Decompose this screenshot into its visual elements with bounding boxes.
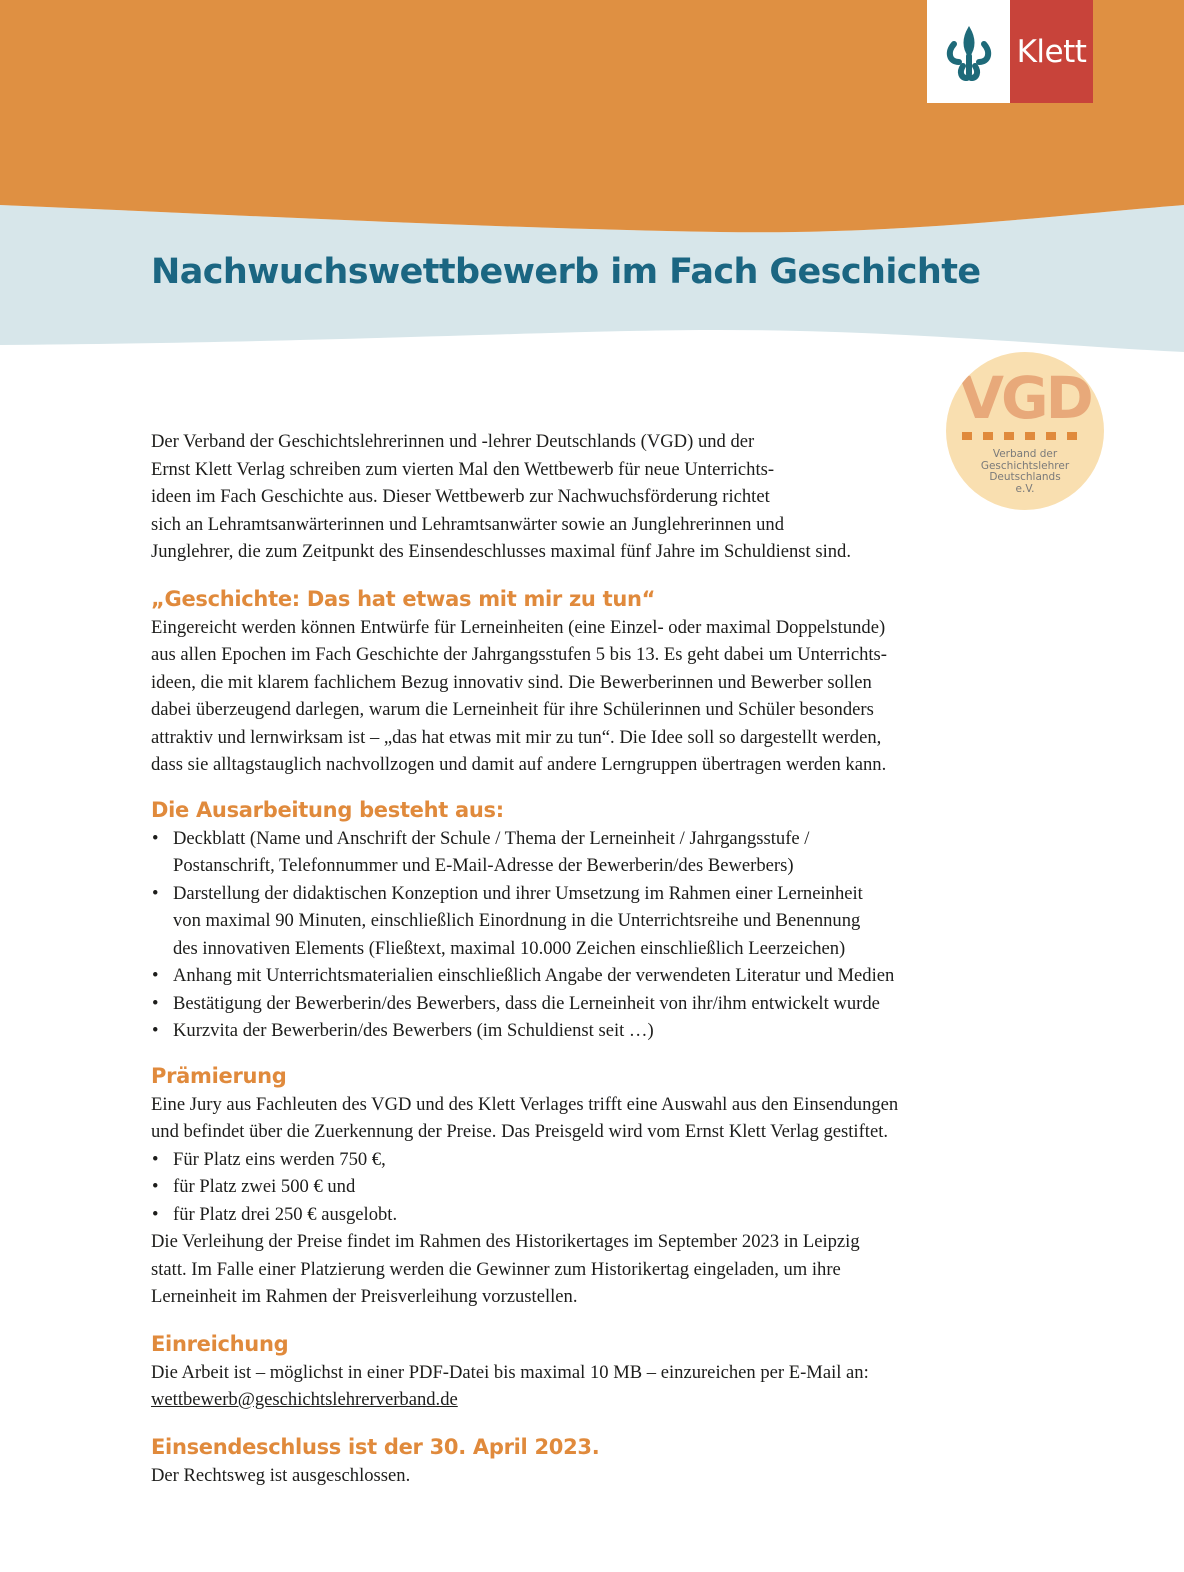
page-title: Nachwuchswettbewerb im Fach Geschichte (151, 252, 981, 292)
prize-list (151, 1146, 1051, 1229)
vgd-letters: VGD (959, 364, 1091, 432)
einreichung-section (151, 1329, 1051, 1414)
klett-logo (927, 0, 1093, 103)
praemierung-closing: Die Verleihung der Preise findet im Rahmen des Historikertages im September 2023 in Leipzig statt. Im Falle einer Platzierung werden die Gewinner zum Historikertag eingeladen, um ihre Lerneinheit im Rahmen der Preisverleihung vorzustellen. (151, 1231, 860, 1307)
motto-paragraph: Eingereicht werden können Entwürfe für Lerneinheiten (eine Einzel- oder maximal Doppelstunde) aus allen Epochen im Fach Geschichte der Jahrgangsstufen 5 bis 13. Es geht dabei um Unterrichts- ideen, die mit klarem fachlichem Bezug innovativ sind. Die Bewerberinnen und Bewerber sollen dabei überzeugend darlegen, warum die Lerneinheit für ihre Schülerinnen und Schüler besonders attraktiv und lernwirksam ist – „das hat etwas mit mir zu tun“. Die Idee soll so dargestellt werden, dass sie alltagstauglich nachvollzogen und damit auf andere Lerngruppen übertragen werden kann. (151, 616, 887, 775)
vgd-caption: Verband der Geschichtslehrer Deutschlands e.V. (980, 448, 1070, 495)
list-item: • Bestätigung der Bewerberin/des Bewerbers, dass die Lerneinheit von ihr/ihm entwickelt wurde (151, 990, 1051, 1018)
praemierung-section (151, 1061, 1051, 1311)
motto-section (151, 584, 1051, 779)
deadline-section (151, 1432, 1051, 1490)
klett-wordmark: Klett (1010, 0, 1093, 103)
list-item: • Deckblatt (Name und Anschrift der Schule / Thema der Lerneinheit / Jahrgangsstufe / Postanschrift, Telefonnummer und E-Mail-Adresse der Bewerberin/des Bewerbers) (151, 825, 1051, 880)
list-item: • Anhang mit Unterrichtsmaterialien einschließlich Angabe der verwendeten Literatur und Medien (151, 962, 1051, 990)
list-item: • für Platz zwei 500 € und (151, 1173, 1051, 1201)
einreichung-heading: Einreichung (151, 1331, 289, 1356)
ausarbeitung-heading: Die Ausarbeitung besteht aus: (151, 797, 504, 822)
legal-note: Der Rechtsweg ist ausgeschlossen. (151, 1464, 411, 1486)
motto-heading: „Geschichte: Das hat etwas mit mir zu tun“ (151, 586, 656, 611)
ausarbeitung-list (151, 825, 1051, 1045)
praemierung-paragraph: Eine Jury aus Fachleuten des VGD und des Klett Verlages trifft eine Auswahl aus den Einsendungen und befindet über die Zuerkennung der Preise. Das Preisgeld wird vom Ernst Klett Verlag gestiftet. (151, 1093, 899, 1142)
intro-paragraph: Der Verband der Geschichtslehrerinnen und -lehrer Deutschlands (VGD) und der Ernst Klett Verlag schreiben zum vierten Mal den Wettbewerb für neue Unterrichts- ideen im Fach Geschichte aus. Dieser Wettbewerb zur Nachwuchsförderung richtet sich an Lehramtsanwärterinnen und Lehramtsanwärter sowie an Junglehrerinnen und Junglehrer, die zum Zeitpunkt des Einsendeschlusses maximal fünf Jahre im Schuldienst sind. (151, 431, 851, 562)
praemierung-heading: Prämierung (151, 1063, 287, 1088)
klett-plant-icon (927, 0, 1010, 103)
list-item: • Darstellung der didaktischen Konzeption und ihrer Umsetzung im Rahmen einer Lerneinheit von maximal 90 Minuten, einschließlich Einordnung in die Unterrichtsreihe und Benennung des innovativen Elements (Fließtext, maximal 10.000 Zeichen einschließlich Leerzeichen) (151, 880, 1051, 963)
einreichung-text: Die Arbeit ist – möglichst in einer PDF-Datei bis maximal 10 MB – einzureichen per E-Mail an: (151, 1361, 869, 1383)
list-item: • Kurzvita der Bewerberin/des Bewerbers (im Schuldienst seit …) (151, 1017, 1051, 1045)
deadline-heading: Einsendeschluss ist der 30. April 2023. (151, 1434, 600, 1459)
main-content (151, 428, 1051, 1489)
list-item: • für Platz drei 250 € ausgelobt. (151, 1201, 1051, 1229)
list-item: • Für Platz eins werden 750 €, (151, 1146, 1051, 1174)
ausarbeitung-section (151, 795, 1051, 1045)
email-link[interactable]: wettbewerb@geschichtslehrerverband.de (151, 1389, 458, 1410)
